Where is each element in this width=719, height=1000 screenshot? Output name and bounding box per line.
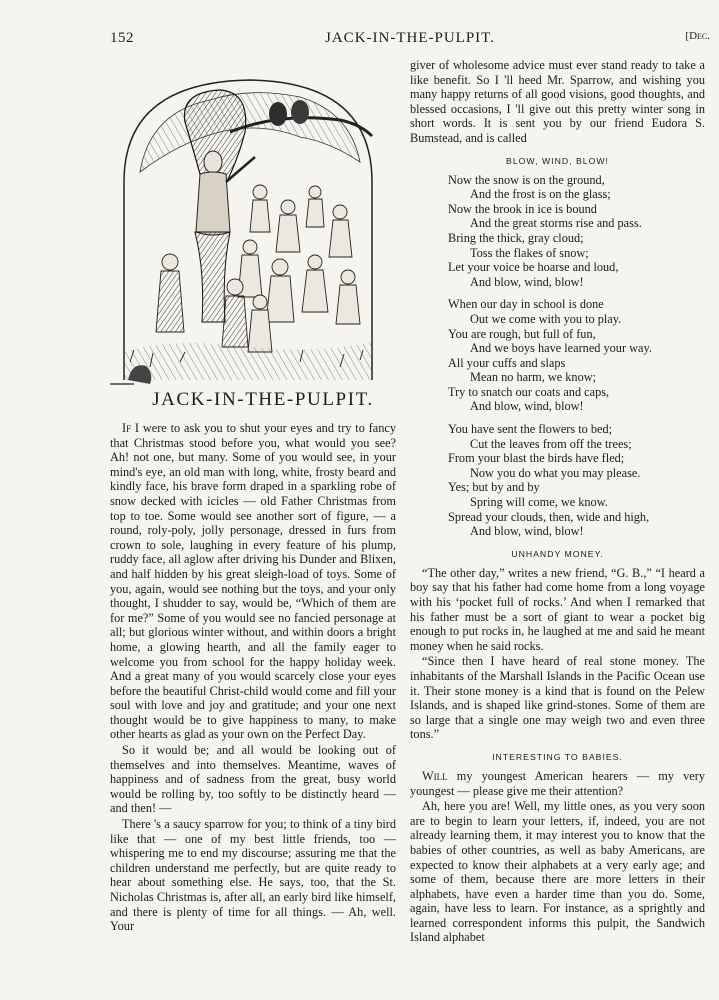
babies-text xyxy=(410,769,705,945)
poem-stanza xyxy=(448,422,705,539)
section-heading-babies: INTERESTING TO BABIES. xyxy=(492,751,623,762)
paragraph: giver of wholesome advice must ever stand ready to take a like benefit. So I 'll heed Mr. Sparrow, and wishing you many happy returns of all good visions, good thoughts, and blessed occasions, I 'll give out this pretty winter song in short words. It is sent you by our friend Eudora S. Bumstead, and is called xyxy=(410,58,705,145)
paragraph: “Since then I have heard of real stone money. The inhabitants of the Marshall Islands in the Pacific Ocean use it. Their stone money is a kind that is found on the Pelew Islands, and is shaped like grind-stones. Some of them are so large that a single one may weigh two and even three tons.” xyxy=(410,654,705,742)
poem-line: Try to snatch our coats and caps, xyxy=(448,384,610,399)
poem-line: Spring will come, we know. xyxy=(470,495,608,510)
paragraph-text: I were to ask you to shut your eyes and try to fancy that Christmas stood before you, what would you see? Ah! not one, but many. Some of you would see, in your mind's eye, an old man with long, white, frosty beard and kindly face, his brave form draped in a sparkling robe of snow decked with icicles — old Father Christmas from top to toe. Some would see another sort of figure, — a round, roly-poly, jolly personage, dressed in furs from crown to sole, laughing in every feature of his plump, ruddy face, all aglow after driving his Dunder and Blixen, and half hidden by his great sleigh-load of toys. Some of you, again, would see nothing but the toys, and your only thought, I shudder to say, would be, “Which of them are for me?” Some of you would see no fancied personage at all; but glorious winter without, and within doors a bright home, a glowing hearth, and all the family eager to welcome you from school for the happy holiday week. And a great many of you would scarcely close your eyes before the beautiful Christ-child would come and fill your soul with love and joy and gratitude; and your one next thought would be to give happiness to many, to make other hearts as glad as your own on the Perfect Day. xyxy=(110,421,396,742)
poem-line: All your cuffs and slaps xyxy=(448,355,566,370)
poem-line: Out we come with you to play. xyxy=(470,311,622,326)
poem-line: You have sent the flowers to bed; xyxy=(448,422,613,437)
money-text xyxy=(410,566,705,742)
poem-line: And blow, wind, blow! xyxy=(470,274,584,289)
page-header xyxy=(110,30,710,50)
poem-line: Yes; but by and by xyxy=(448,480,540,495)
left-body-text xyxy=(110,421,396,934)
drop-lead-word: Will xyxy=(422,768,448,783)
left-column xyxy=(110,58,396,998)
poem-title: BLOW, WIND, BLOW! xyxy=(506,155,609,166)
poem-line: And blow, wind, blow! xyxy=(470,399,584,414)
poem-line: And we boys have learned your way. xyxy=(470,341,652,356)
paragraph xyxy=(110,421,396,742)
poem-line: Bring the thick, gray cloud; xyxy=(448,230,584,245)
poem xyxy=(448,173,705,539)
section-heading-money: UNHANDY MONEY. xyxy=(511,548,604,559)
poem-line: Spread your clouds, then, wide and high, xyxy=(448,509,650,524)
poem-line: You are rough, but full of fun, xyxy=(448,326,596,341)
running-title: JACK-IN-THE-PULPIT. xyxy=(325,30,495,46)
poem-line: And the frost is on the glass; xyxy=(470,187,611,202)
poem-line: When our day in school is done xyxy=(448,297,604,312)
poem-line: Now the snow is on the ground, xyxy=(448,172,605,187)
paragraph-text: my youngest American hearers — my very youngest — please give me their attention? xyxy=(410,768,705,798)
poem-line: Toss the flakes of snow; xyxy=(470,245,589,260)
poem-line: Now the brook in ice is bound xyxy=(448,201,597,216)
paragraph: So it would be; and all would be looking out of themselves and into themselves. Meantime, waves of happiness and of sadness from the great, busy world would be rolling by, too softly to be distinctly heard — and then! — xyxy=(110,743,396,816)
poem-line: And the great storms rise and pass. xyxy=(470,216,642,231)
poem-line: Mean no harm, we know; xyxy=(470,370,597,385)
jack-in-the-pulpit-illustration xyxy=(110,62,396,387)
paragraph: Ah, here you are! Well, my little ones, as you very soon are to begin to learn your letters, if, indeed, you are not already learning them, it may interest you to know that the babies of other countries, as well as baby Americans, are expected to know their alphabets at a very early age; and some of them, because there are more letters in their alphabets, have even a harder time than you do. Some, again, have less to learn. For instance, as a sprightly and learned correspondent informs this pulpit, the Sandwich Island alphabet xyxy=(410,799,705,945)
poem-line: Now you do what you may please. xyxy=(470,465,641,480)
paragraph xyxy=(410,769,705,798)
article-title: JACK-IN-THE-PULPIT. xyxy=(152,389,374,410)
drop-lead-word: If xyxy=(122,421,132,435)
poem-line: Cut the leaves from off the trees; xyxy=(470,436,632,451)
engraving-picture xyxy=(110,62,396,387)
running-month: [Dec. xyxy=(685,30,710,42)
poem-line: And blow, wind, blow! xyxy=(470,524,584,539)
right-column xyxy=(410,58,705,998)
poem-stanza xyxy=(448,173,705,290)
poem-line: Let your voice be hoarse and loud, xyxy=(448,260,619,275)
intro-text xyxy=(410,58,705,146)
paragraph: “The other day,” writes a new friend, “G. B.,” “I heard a boy say that his father had come home from a long voyage with his ‘pocket full of rocks.’ And when I remarked that his father must be a sort of giant to wear a pocket big enough to put rocks in, he laughed at me and said he meant money when he said rocks. xyxy=(410,565,705,653)
poem-line: From your blast the birds have fled; xyxy=(448,451,625,466)
paragraph: There 's a saucy sparrow for you; to think of a tiny bird like that — one of my best little friends, too — whispering me to end my discourse; assuring me that the children understand me perfectly, but are quite ready to hear about something else. He says, too, that the St. Nicholas Christmas is, after all, an early bird like himself, and there is plenty of time for all things. — Ah, well. Your xyxy=(110,817,396,934)
poem-stanza xyxy=(448,297,705,414)
page-number: 152 xyxy=(110,30,134,46)
